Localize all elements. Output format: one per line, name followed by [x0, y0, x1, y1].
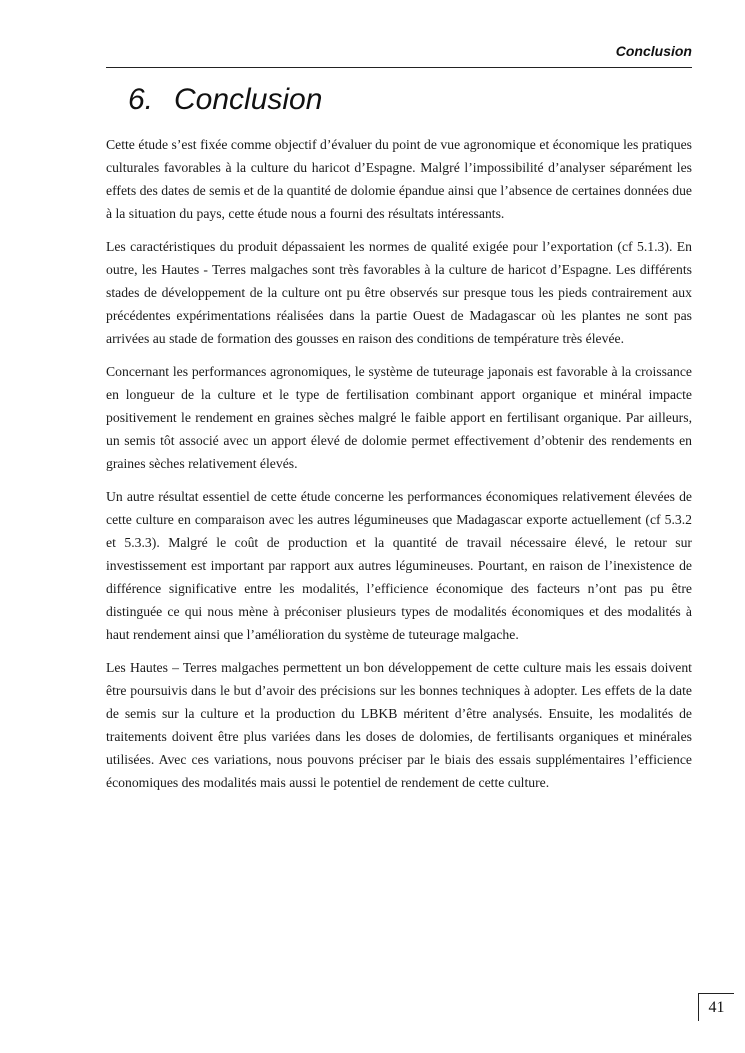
paragraph: Les caractéristiques du produit dépassaient les normes de qualité exigée pour l’exportation (cf 5.1.3). En outre, les Hautes - Terres malgaches sont très favorables à la culture de haricot d’Espagne. Les différents stades de développement de la culture ont pu être observés sur presque tous les pieds contrairement aux précédentes expérimentations réalisées dans la partie Ouest de Madagascar où les plantes ne sont pas arrivées au stade de formation des gousses en raison des conditions de température très élevée.	[106, 239, 692, 346]
page-number: 41	[698, 993, 734, 1021]
chapter-title-text: Conclusion	[174, 83, 323, 116]
running-header: Conclusion	[615, 43, 692, 59]
paragraph: Un autre résultat essentiel de cette étude concerne les performances économiques relativement élevées de cette culture en comparaison avec les autres légumineuses que Madagascar exporte actuellement (cf 5.3.2 et 5.3.3). Malgré le coût de production et la quantité de travail nécessaire élevé, le retour sur investissement est important par rapport aux autres légumineuses. Pourtant, en raison de l’inexistence de différence significative entre les modalités, l’efficience économique des facteurs n’ont pas pu être distinguée ce qui nous mène à préconiser plusieurs types de modalités économiques et des modalités à haut rendement ainsi que l’amélioration du système de tuteurage malgache.	[106, 489, 692, 642]
paragraph: Les Hautes – Terres malgaches permettent un bon développement de cette culture mais les essais doivent être poursuivis dans le but d’avoir des précisions sur les bonnes techniques à adopter. Les effets de la date de semis sur la culture et la production du LBKB méritent d’être analysés. Ensuite, les modalités de traitements doivent être plus variées dans les doses de dolomies, de fertilisants organiques et minérales utilisées. Avec ces variations, nous pouvons préciser par le biais des essais supplémentaires l’efficience économiques des modalités mais aussi le potentiel de rendement de cette culture.	[106, 660, 692, 790]
header-rule	[106, 67, 692, 68]
conclusion-body	[106, 133, 692, 804]
chapter-title	[128, 80, 322, 120]
chapter-number: 6.	[128, 83, 154, 116]
paragraph: Cette étude s’est fixée comme objectif d’évaluer du point de vue agronomique et économique les pratiques culturales favorables à la culture du haricot d’Espagne. Malgré l’impossibilité d’analyser séparément les effets des dates de semis et de la quantité de dolomie épandue ainsi que l’absence de certaines données due à la situation du pays, cette étude nous a fourni des résultats intéressants.	[106, 137, 692, 221]
paragraph: Concernant les performances agronomiques, le système de tuteurage japonais est favorable à la croissance en longueur de la culture et le type de fertilisation combinant apport organique et minéral impacte positivement le rendement en graines sèches malgré le faible apport en fertilisant organique. Par ailleurs, un semis tôt associé avec un apport élevé de dolomie permet effectivement d’obtenir des rendements en graines sèches relativement élevés.	[106, 364, 692, 471]
